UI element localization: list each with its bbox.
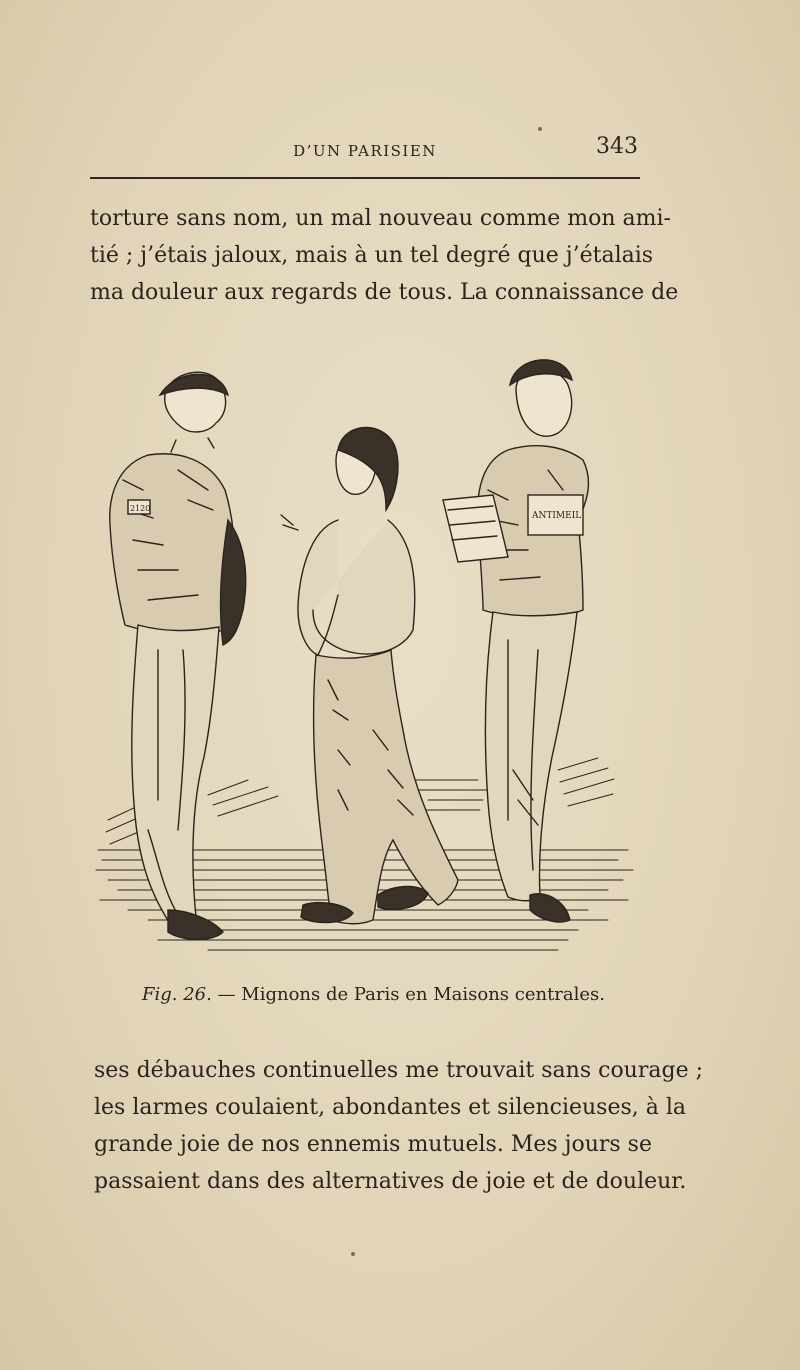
header-rule [90,177,640,179]
page-number: 343 [596,134,638,159]
paper-speck [538,127,542,131]
text-line: ma douleur aux regards de tous. La connaissance de [90,280,679,305]
badge-number-left: 2120 [130,504,151,513]
running-head [90,132,640,172]
text-line: passaient dans des alternatives de joie et de douleur. [94,1169,687,1194]
illustration-three-figures [88,350,648,980]
figure-caption-label: Fig. 26. [142,984,212,1005]
figure-right [443,360,588,922]
book-label: ANTIMEIL [532,511,582,521]
text-line: torture sans nom, un mal nouveau comme mon ami- [90,206,671,231]
text-line: grande joie de nos ennemis mutuels. Mes jours se [94,1132,652,1157]
paragraph-bottom [94,1052,703,1200]
figure-left [110,372,246,939]
figure-caption-text: — Mignons de Paris en Maisons centrales. [211,984,606,1005]
running-title: D’UN PARISIEN [293,142,437,160]
paper-speck [351,1252,355,1256]
figure-caption [90,984,690,1005]
text-line: les larmes coulaient, abondantes et silencieuses, à la [94,1095,687,1120]
text-line: ses débauches continuelles me trouvait sans courage ; [94,1058,703,1083]
text-line: tié ; j’étais jaloux, mais à un tel degré que j’étalais [90,243,654,268]
figure-middle [281,428,458,924]
paragraph-top [90,200,679,311]
